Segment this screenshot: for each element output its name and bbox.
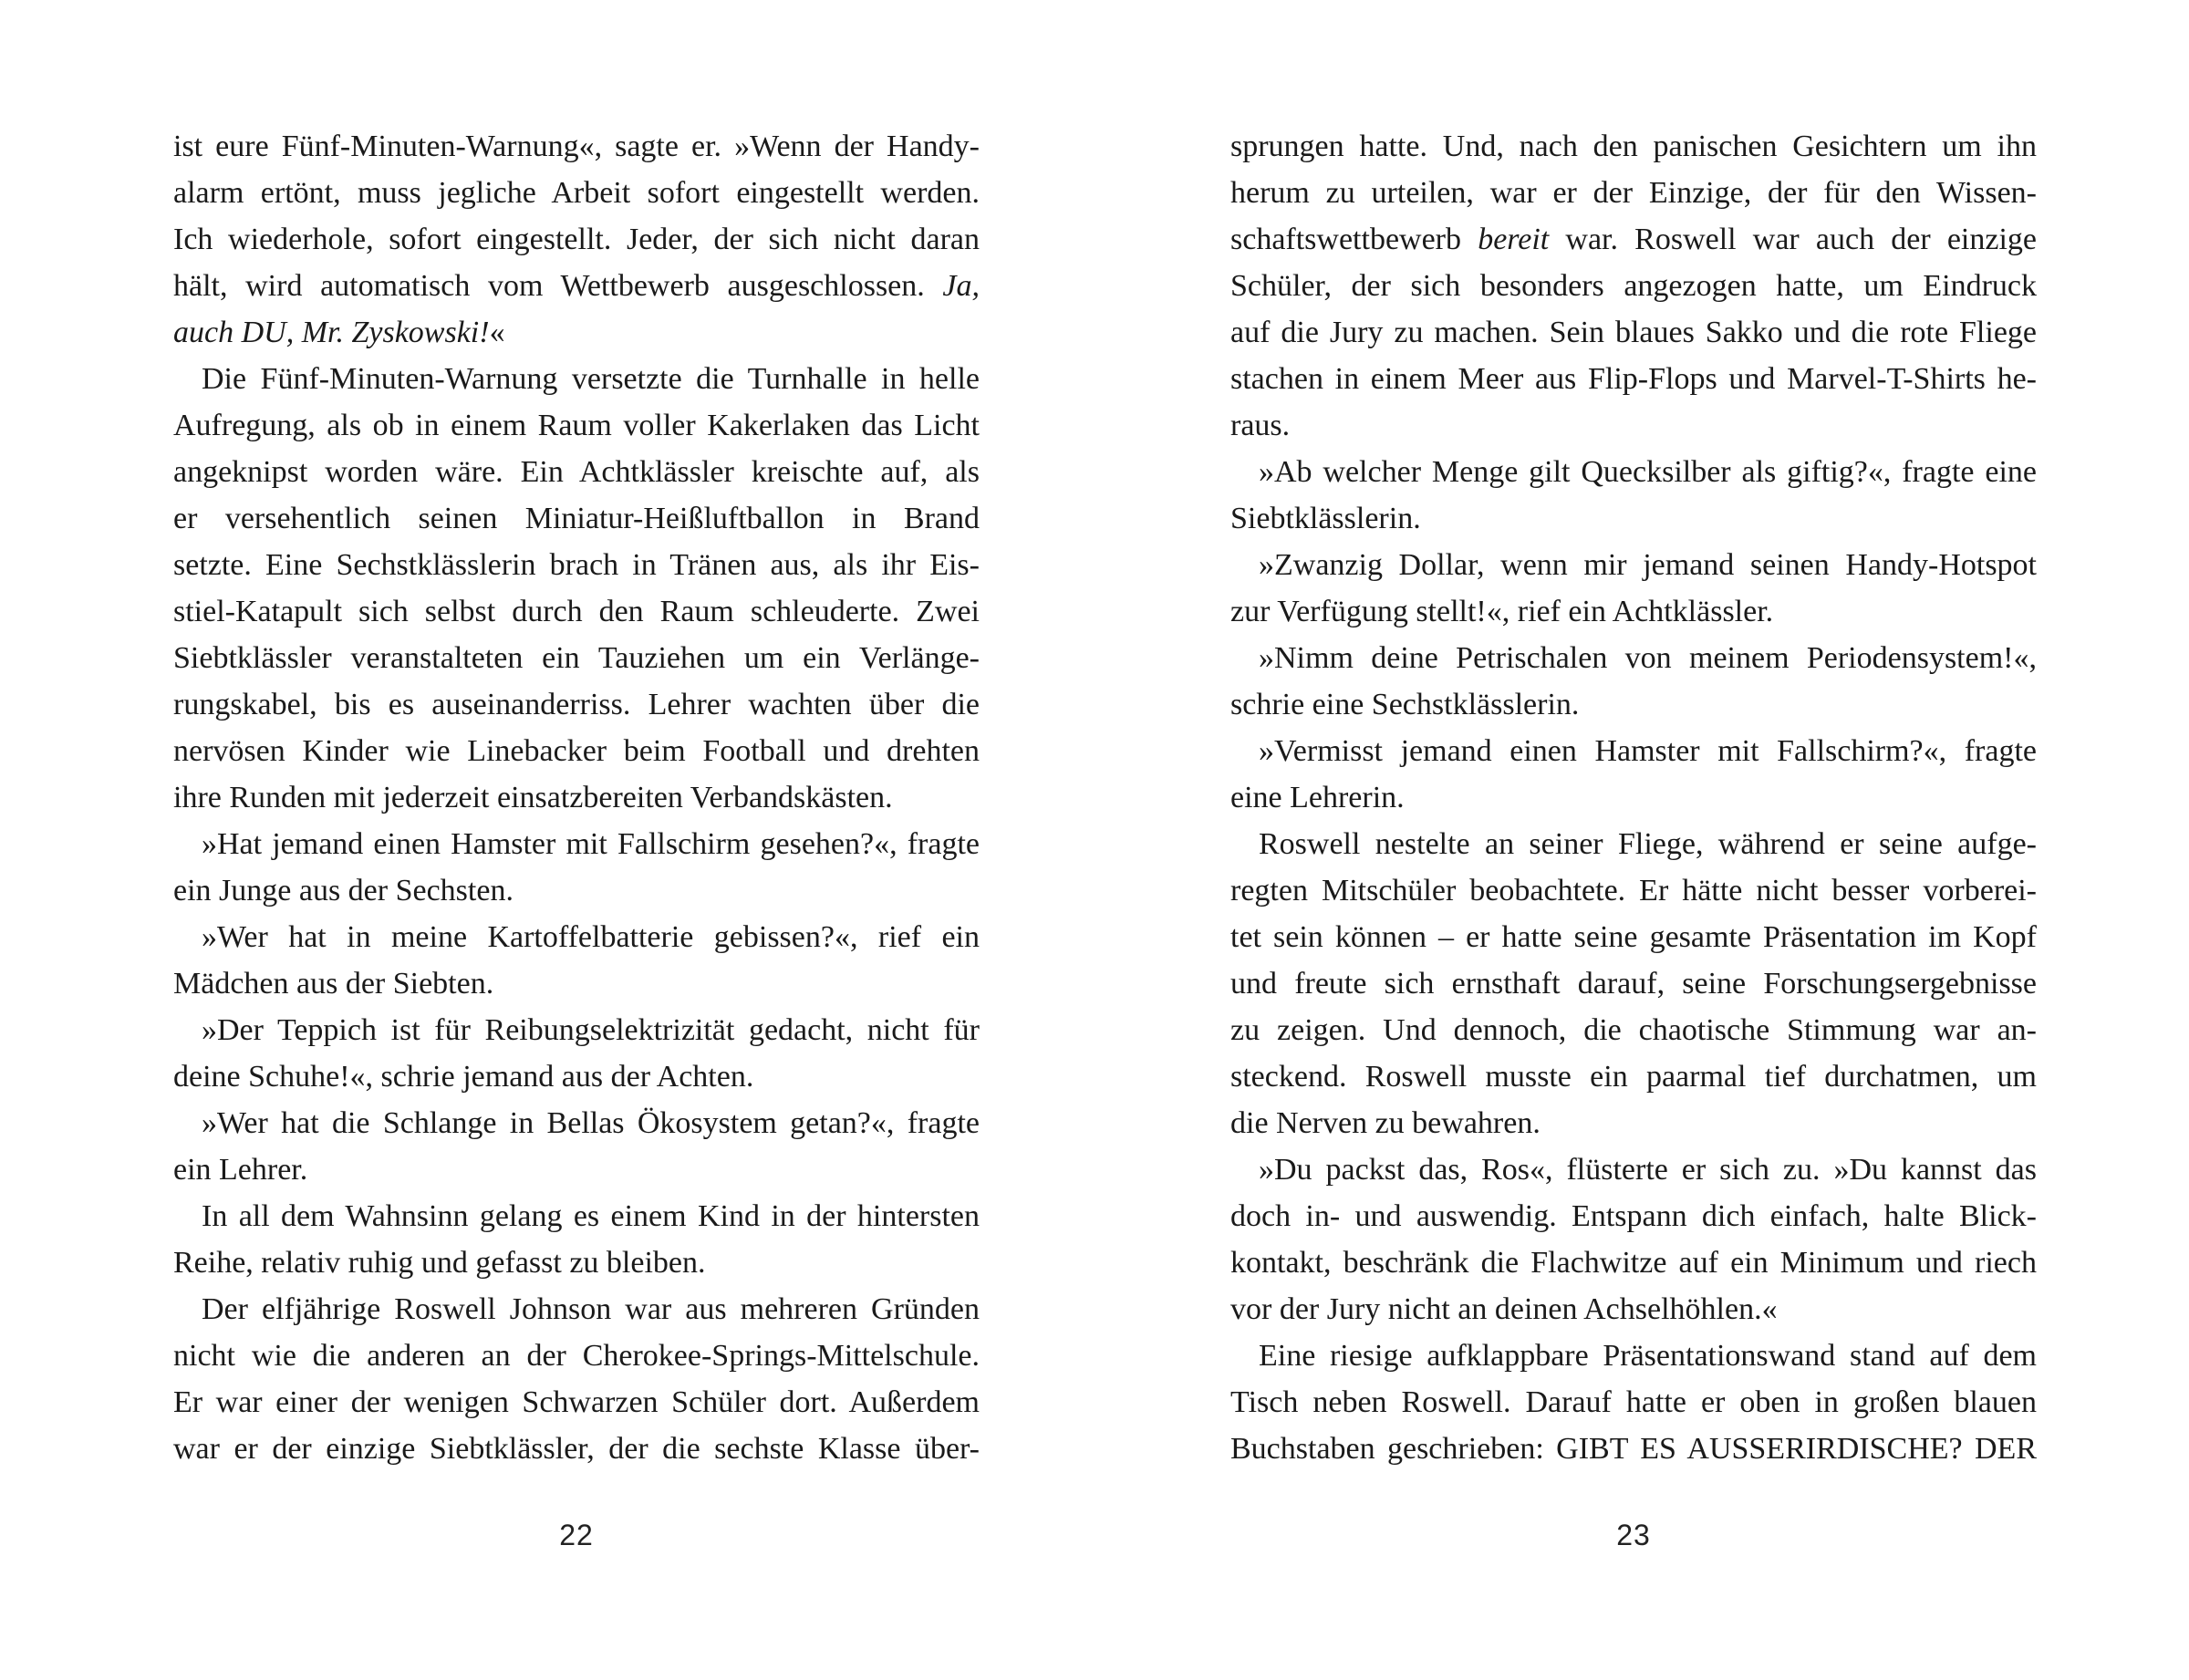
text-line: »Hat jemand einen Hamster mit Fallschirm gesehen?«, fragte (202, 827, 980, 861)
text-line: Siebtklässler veranstalteten ein Tauziehen um ein Verlänge- (173, 641, 980, 675)
text-line: doch in- und auswendig. Entspann dich einfach, halte Blick- (1230, 1199, 2037, 1233)
italic-span: bereit (1478, 223, 1550, 256)
text-line: In all dem Wahnsinn gelang es einem Kind in der hintersten (202, 1199, 980, 1233)
text-line: und freute sich ernsthaft darauf, seine Forschungsergebnisse (1230, 967, 2037, 1001)
italic-span: auch DU, Mr. Zyskowski! (173, 316, 490, 349)
text-line: nervösen Kinder wie Linebacker beim Football und drehten (173, 734, 980, 768)
text-line: Buchstaben geschrieben: GIBT ES AUSSERIRDISCHE? DER (1230, 1432, 2037, 1466)
text-line (173, 263, 980, 309)
text-line: Roswell nestelte an seiner Fliege, während er seine aufge- (1259, 827, 2037, 861)
text-line: Die Fünf-Minuten-Warnung versetzte die Turnhalle in helle (202, 362, 980, 396)
text-line (1230, 216, 2037, 263)
text-line: Schüler, der sich besonders angezogen hatte, um Eindruck (1230, 269, 2037, 303)
text-line: ein Junge aus der Sechsten. (173, 874, 514, 907)
text-line: die Nerven zu bewahren. (1230, 1106, 1541, 1140)
right-page (1230, 123, 2037, 1551)
text-line: stiel-Katapult sich selbst durch den Raum schleuderte. Zwei (173, 595, 980, 628)
text-line: ein Lehrer. (173, 1153, 308, 1187)
page-number-left: 22 (559, 1519, 594, 1551)
text-line: er versehentlich seinen Miniatur-Heißluftballon in Brand (173, 502, 980, 535)
text-line: stachen in einem Meer aus Flip-Flops und Marvel-T-Shirts he- (1230, 362, 2037, 396)
text-line: Reihe, relativ ruhig und gefasst zu bleiben. (173, 1246, 706, 1280)
text-line: Ich wiederhole, sofort eingestellt. Jeder, der sich nicht daran (173, 223, 980, 256)
text-line: »Der Teppich ist für Reibungselektrizität gedacht, nicht für (202, 1013, 980, 1047)
text-span: hält, wird automatisch vom Wettbewerb ausgeschlossen. (173, 269, 925, 303)
text-line: alarm ertönt, muss jegliche Arbeit sofort eingestellt werden. (173, 176, 980, 210)
text-line: ist eure Fünf-Minuten-Warnung«, sagte er. »Wenn der Handy- (173, 130, 980, 163)
text-line: raus. (1230, 409, 1291, 442)
left-page-text (173, 123, 980, 1472)
text-line: tet sein können – er hatte seine gesamte Präsentation im Kopf (1230, 920, 2037, 954)
text-line: deine Schuhe!«, schrie jemand aus der Achten. (173, 1060, 754, 1094)
left-page (173, 123, 980, 1551)
text-line: Aufregung, als ob in einem Raum voller Kakerlaken das Licht (173, 409, 980, 442)
text-line: nicht wie die anderen an der Cherokee-Springs-Mittelschule. (173, 1339, 980, 1373)
text-line: kontakt, beschränk die Flachwitze auf ein Minimum und riech (1230, 1246, 2037, 1280)
text-line: »Vermisst jemand einen Hamster mit Fallschirm?«, fragte (1259, 734, 2037, 768)
text-line: »Zwanzig Dollar, wenn mir jemand seinen Handy-Hotspot (1259, 548, 2037, 582)
text-line: »Wer hat in meine Kartoffelbatterie gebissen?«, rief ein (202, 920, 980, 954)
text-line: steckend. Roswell musste ein paarmal tief durchatmen, um (1230, 1060, 2037, 1094)
text-line: regten Mitschüler beobachtete. Er hätte nicht besser vorberei- (1230, 874, 2037, 907)
text-line: zu zeigen. Und dennoch, die chaotische Stimmung war an- (1230, 1013, 2037, 1047)
right-page-text (1230, 123, 2037, 1472)
text-span: schaftswettbewerb (1230, 223, 1462, 256)
italic-span: Ja, (942, 269, 980, 303)
text-line: setzte. Eine Sechstklässlerin brach in Tränen aus, als ihr Eis- (173, 548, 980, 582)
text-line: Tisch neben Roswell. Darauf hatte er oben in großen blauen (1230, 1385, 2037, 1419)
text-line: schrie eine Sechstklässlerin. (1230, 688, 1580, 721)
text-line: eine Lehrerin. (1230, 781, 1405, 814)
page-number-right: 23 (1616, 1519, 1651, 1551)
text-line: »Du packst das, Ros«, flüsterte er sich zu. »Du kannst das (1259, 1153, 2037, 1187)
text-line: war er der einzige Siebtklässler, der die sechste Klasse über- (173, 1432, 980, 1466)
text-line: Siebtklässlerin. (1230, 502, 1421, 535)
text-line: »Ab welcher Menge gilt Quecksilber als giftig?«, fragte eine (1259, 455, 2037, 489)
text-line: »Nimm deine Petrischalen von meinem Periodensystem!«, (1259, 641, 2037, 675)
text-line (173, 309, 980, 356)
text-line: ihre Runden mit jederzeit einsatzbereiten Verbandskästen. (173, 781, 893, 814)
text-line: vor der Jury nicht an deinen Achselhöhlen.« (1230, 1292, 1778, 1326)
text-span: « (489, 316, 505, 349)
text-line: Der elfjährige Roswell Johnson war aus mehreren Gründen (202, 1292, 980, 1326)
text-span: war. Roswell war auch der einzige (1565, 223, 2037, 256)
text-line: zur Verfügung stellt!«, rief ein Achtklässler. (1230, 595, 1774, 628)
text-line: auf die Jury zu machen. Sein blaues Sakko und die rote Fliege (1230, 316, 2037, 349)
text-line: rungskabel, bis es auseinanderriss. Lehrer wachten über die (173, 688, 980, 721)
text-line: Eine riesige aufklappbare Präsentationswand stand auf dem (1259, 1339, 2037, 1373)
text-line: herum zu urteilen, war er der Einzige, der für den Wissen- (1230, 176, 2037, 210)
text-line: Er war einer der wenigen Schwarzen Schüler dort. Außerdem (173, 1385, 980, 1419)
text-line: »Wer hat die Schlange in Bellas Ökosystem getan?«, fragte (202, 1106, 980, 1140)
text-line: angeknipst worden wäre. Ein Achtklässler kreischte auf, als (173, 455, 980, 489)
text-line: sprungen hatte. Und, nach den panischen Gesichtern um ihn (1230, 130, 2037, 163)
text-line: Mädchen aus der Siebten. (173, 967, 494, 1001)
